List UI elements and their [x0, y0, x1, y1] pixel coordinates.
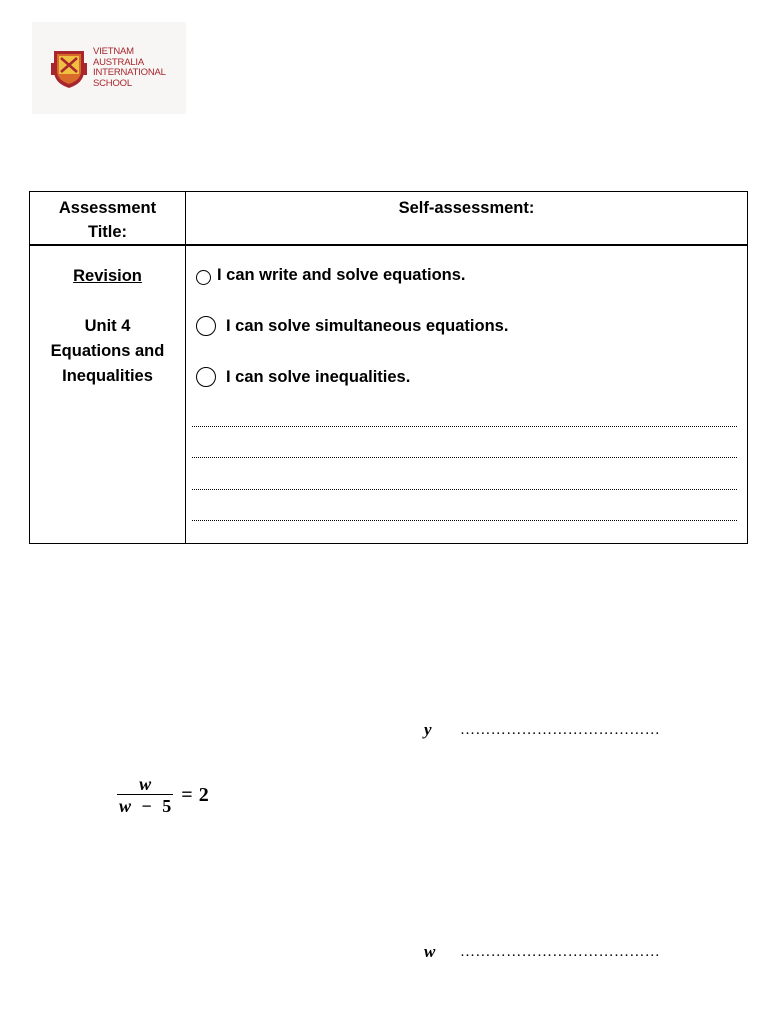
school-logo: [32, 22, 186, 114]
writing-line[interactable]: [192, 520, 737, 521]
assessment-title-header: Assessment Title:: [58, 199, 157, 241]
self-assessment-cell: [186, 245, 748, 544]
answer-field-y[interactable]: …………………………………: [460, 722, 661, 738]
answer-field-w[interactable]: …………………………………: [460, 944, 661, 960]
minus-sign: −: [141, 796, 152, 816]
title-cell: [30, 245, 186, 544]
school-crest-icon: [50, 47, 88, 89]
writing-line[interactable]: [192, 426, 737, 427]
denominator: [117, 794, 173, 817]
school-name: [93, 47, 166, 89]
checklist-item-label: I can solve inequalities.: [226, 367, 411, 386]
denominator-number: 5: [162, 796, 172, 816]
equation-rhs: 2: [198, 784, 209, 806]
checklist-item-label: I can solve simultaneous equations.: [226, 316, 509, 335]
writing-line[interactable]: [192, 457, 737, 458]
revision-heading: Revision: [73, 267, 142, 285]
school-name-line: VIETNAM: [93, 46, 134, 57]
numerator: w: [139, 774, 152, 794]
unit-title: Unit 4 Equations and Inequalities: [50, 317, 165, 385]
checklist-item: [196, 266, 465, 285]
denominator-variable: w: [119, 796, 132, 816]
radio-circle-icon[interactable]: [196, 316, 216, 336]
header-cell-title: [30, 192, 186, 246]
equals-sign: =: [181, 784, 193, 806]
school-name-line: INTERNATIONAL: [93, 67, 166, 78]
checklist-item: [196, 367, 410, 387]
radio-circle-icon[interactable]: [196, 367, 216, 387]
answer-label-y: y: [424, 720, 432, 739]
school-name-line: SCHOOL: [93, 77, 132, 89]
self-assessment-header: Self-assessment:: [398, 199, 535, 217]
radio-circle-icon[interactable]: [196, 270, 211, 285]
equation: [117, 774, 209, 817]
school-name-line: AUSTRALIA: [93, 56, 144, 68]
assessment-table: [29, 191, 748, 544]
writing-line[interactable]: [192, 489, 737, 490]
answer-label-w: w: [424, 942, 436, 961]
checklist-item: [196, 316, 508, 336]
header-cell-self: [186, 192, 748, 246]
checklist-item-label: I can write and solve equations.: [217, 266, 466, 284]
fraction: [117, 774, 173, 817]
